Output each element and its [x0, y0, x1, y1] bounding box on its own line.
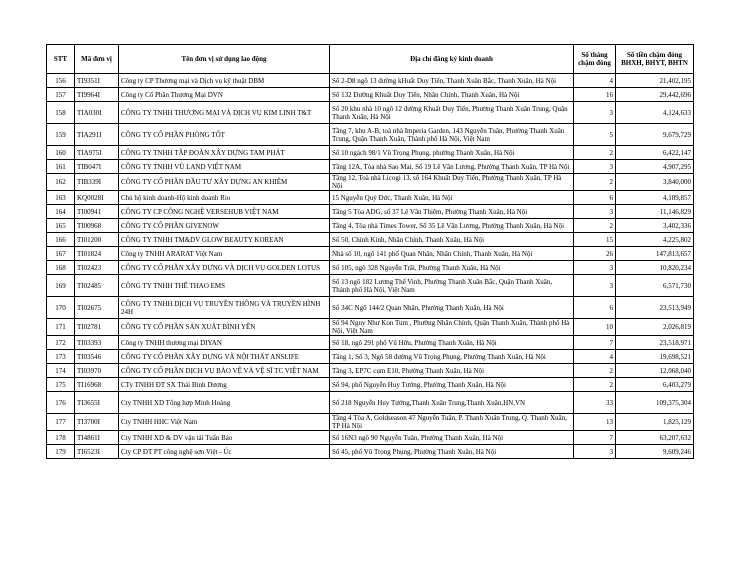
- row-amount-overdue: 6,422,147: [616, 146, 694, 160]
- row-employer-name: CÔNG TY CỔ PHẦN SẢN XUẤT BÌNH YÊN: [119, 319, 330, 336]
- row-unit-code: TI03970: [75, 364, 119, 378]
- table-row: [47, 261, 694, 275]
- table-row: [47, 102, 694, 124]
- row-employer-name: Công ty Cổ Phần Thương Mại DVN: [119, 88, 330, 102]
- row-stt: 166: [47, 233, 75, 247]
- row-employer-name: CÔNG TY TNHH THƯƠNG MẠI VÀ DỊCH VỤ KIM LINH T&T: [119, 102, 330, 124]
- row-months-overdue: 6: [574, 191, 616, 205]
- overdue-contributions-table: [46, 44, 694, 459]
- header-unit-code: Mã đơn vị: [75, 45, 119, 74]
- row-amount-overdue: 147,813,657: [616, 247, 694, 261]
- row-employer-name: CÔNG TY CỔ PHẦN PHÒNG TỐT: [119, 124, 330, 146]
- row-months-overdue: 3: [574, 445, 616, 459]
- row-employer-name: CÔNG TY CỔ PHẦN ĐẦU TƯ XÂY DỰNG AN KHIÊM: [119, 174, 330, 191]
- row-months-overdue: 3: [574, 102, 616, 124]
- row-amount-overdue: 12,068,040: [616, 364, 694, 378]
- row-stt: 162: [47, 174, 75, 191]
- header-employer-name: Tên đơn vị sử dụng lao động: [119, 45, 330, 74]
- table-body: [47, 74, 694, 459]
- header-months-overdue: Số tháng chậm đóng: [574, 45, 616, 74]
- table-row: [47, 445, 694, 459]
- row-unit-code: TI01200: [75, 233, 119, 247]
- row-unit-code: TI16968: [75, 378, 119, 392]
- table-row: [47, 364, 694, 378]
- row-unit-code: TI01824: [75, 247, 119, 261]
- table-row: [47, 160, 694, 174]
- row-employer-name: CÔNG TY CỔ PHẦN GIVENOW: [119, 219, 330, 233]
- row-employer-name: CÔNG TY TNHH DỊCH VỤ TRUYỀN THÔNG VÀ TRUYỀN HÌNH 24H: [119, 297, 330, 319]
- row-amount-overdue: 19,698,521: [616, 350, 694, 364]
- table-row: [47, 336, 694, 350]
- row-business-address: Số 218 Nguyễn Huy Tưởng,Thanh Xuân Trung,Thanh Xuân,HN,VN: [330, 392, 574, 414]
- row-unit-code: TIA030I: [75, 102, 119, 124]
- row-months-overdue: 2: [574, 219, 616, 233]
- row-months-overdue: 13: [574, 414, 616, 431]
- row-business-address: Số 18, ngõ 291 phố Vũ Hữu, Phường Thanh Xuân, Hà Nội: [330, 336, 574, 350]
- row-amount-overdue: 4,124,633: [616, 102, 694, 124]
- row-business-address: Số 13 ngõ 182 Lương Thế Vinh, Phường Thanh Xuân Bắc, Quận Thanh Xuân, Thành phố Hà Nội, Việt Nam: [330, 275, 574, 297]
- table-row: [47, 319, 694, 336]
- row-unit-code: TI03546: [75, 350, 119, 364]
- row-unit-code: TIA975I: [75, 146, 119, 160]
- row-business-address: Số 2-D8 ngõ 13 đường kHuất Duy Tiến, Thanh Xuân Bắc, Thanh Xuân, Hà Nội: [330, 74, 574, 88]
- row-months-overdue: 2: [574, 174, 616, 191]
- row-unit-code: TI02675: [75, 297, 119, 319]
- row-business-address: Số 16N3 ngõ 90 Nguyễn Tuân, Phường Thanh Xuân, Hà Nội: [330, 431, 574, 445]
- row-business-address: Số 132 Đường Khuất Duy Tiến, Nhân Chính, Thanh Xuân, Hà Nội: [330, 88, 574, 102]
- row-months-overdue: 6: [574, 297, 616, 319]
- row-amount-overdue: 10,820,234: [616, 261, 694, 275]
- row-stt: 160: [47, 146, 75, 160]
- row-months-overdue: 2: [574, 146, 616, 160]
- row-stt: 178: [47, 431, 75, 445]
- row-amount-overdue: 6,571,730: [616, 275, 694, 297]
- row-stt: 174: [47, 364, 75, 378]
- table-row: [47, 431, 694, 445]
- row-employer-name: Công ty CP Thương mại và Dịch vụ kỹ thuật DBM: [119, 74, 330, 88]
- row-stt: 158: [47, 102, 75, 124]
- row-months-overdue: 33: [574, 392, 616, 414]
- row-employer-name: CÔNG TY TNHH THỂ THAO EMS: [119, 275, 330, 297]
- row-amount-overdue: 4,189,857: [616, 191, 694, 205]
- row-business-address: Số 45, phố Vũ Trọng Phụng, Phường Thanh Xuân, Hà Nội: [330, 445, 574, 459]
- table-header-row: [47, 45, 694, 74]
- row-amount-overdue: 1,825,129: [616, 414, 694, 431]
- row-months-overdue: 2: [574, 378, 616, 392]
- row-employer-name: CÔNG TY CỔ PHẦN XÂY DỰNG VÀ NỘI THẤT ANSLIFE: [119, 350, 330, 364]
- row-business-address: Số 20 khu nhà 10 ngõ 12 đường Khuất Duy Tiến, Phường Thanh Xuân Trung, Quận Thanh Xuân, Hà Nội: [330, 102, 574, 124]
- row-amount-overdue: 6,403,279: [616, 378, 694, 392]
- row-unit-code: TI02485: [75, 275, 119, 297]
- row-stt: 163: [47, 191, 75, 205]
- row-amount-overdue: 21,402,195: [616, 74, 694, 88]
- row-stt: 157: [47, 88, 75, 102]
- row-amount-overdue: 23,518,971: [616, 336, 694, 350]
- row-employer-name: CÔNG TY CP CÔNG NGHỆ VERSEHUB VIỆT NAM: [119, 205, 330, 219]
- row-stt: 168: [47, 261, 75, 275]
- row-stt: 177: [47, 414, 75, 431]
- row-stt: 156: [47, 74, 75, 88]
- row-months-overdue: 4: [574, 74, 616, 88]
- row-business-address: Nhà số 10, ngõ 141 phố Quan Nhân, Nhân Chính, Thanh Xuân, Hà Nội: [330, 247, 574, 261]
- row-stt: 161: [47, 160, 75, 174]
- row-unit-code: TI02423: [75, 261, 119, 275]
- row-employer-name: CÔNG TY TNHH TẬP ĐOÀN XÂY DỰNG TAM PHÁT: [119, 146, 330, 160]
- row-employer-name: CÔNG TY CỔ PHẦN XÂY DỰNG VÀ DỊCH VỤ GOLDEN LOTUS: [119, 261, 330, 275]
- row-employer-name: Cty TNHH XD & DV vận tải Tuấn Bảo: [119, 431, 330, 445]
- table-row: [47, 378, 694, 392]
- row-unit-code: TI4861I: [75, 431, 119, 445]
- row-amount-overdue: 23,513,949: [616, 297, 694, 319]
- row-unit-code: TIB047I: [75, 160, 119, 174]
- row-unit-code: TI02781: [75, 319, 119, 336]
- table-row: [47, 124, 694, 146]
- header-amount-overdue: Số tiền chậm đóng BHXH, BHYT, BHTN: [616, 45, 694, 74]
- table-row: [47, 191, 694, 205]
- row-business-address: Tầng 5 Tòa ADG, số 37 Lê Văn Thiêm, Phường Thanh Xuân, Hà Nội: [330, 205, 574, 219]
- header-business-address: Địa chỉ đăng ký kinh doanh: [330, 45, 574, 74]
- row-business-address: Tầng 3, EP7C cụm E10, Phường Thanh Xuân, Hà Nội: [330, 364, 574, 378]
- row-amount-overdue: 3,840,000: [616, 174, 694, 191]
- row-amount-overdue: 11,146,829: [616, 205, 694, 219]
- row-unit-code: TI00968: [75, 219, 119, 233]
- row-amount-overdue: 3,402,336: [616, 219, 694, 233]
- table-row: [47, 146, 694, 160]
- row-stt: 173: [47, 350, 75, 364]
- row-stt: 165: [47, 219, 75, 233]
- row-unit-code: TI3700I: [75, 414, 119, 431]
- row-unit-code: TIB339I: [75, 174, 119, 191]
- row-employer-name: Công ty TNHH ARARAT Việt Nam: [119, 247, 330, 261]
- table-row: [47, 174, 694, 191]
- row-business-address: Tầng 4, Tòa nhà Times Tower, Số 35 Lê Văn Lương, Phường Thanh Xuân, Hà Nội: [330, 219, 574, 233]
- row-unit-code: KQ0028I: [75, 191, 119, 205]
- row-stt: 159: [47, 124, 75, 146]
- row-employer-name: CÔNG TY CỔ PHẦN DỊCH VỤ BẢO VỆ VÀ VỆ SĨ TC VIỆT NAM: [119, 364, 330, 378]
- row-months-overdue: 2: [574, 364, 616, 378]
- row-months-overdue: 26: [574, 247, 616, 261]
- row-business-address: Số 94, phố Nguyễn Huy Tưởng, Phường Thanh Xuân, Hà Nội: [330, 378, 574, 392]
- row-business-address: 15 Nguyễn Quý Đức, Thanh Xuân, Hà Nội: [330, 191, 574, 205]
- row-amount-overdue: 4,225,802: [616, 233, 694, 247]
- row-amount-overdue: 4,907,295: [616, 160, 694, 174]
- table-row: [47, 392, 694, 414]
- row-amount-overdue: 2,026,819: [616, 319, 694, 336]
- row-stt: 164: [47, 205, 75, 219]
- row-months-overdue: 4: [574, 350, 616, 364]
- row-business-address: Số 50, Chính Kinh, Nhân Chính, Thanh Xuân, Hà Nội: [330, 233, 574, 247]
- row-stt: 175: [47, 378, 75, 392]
- table-row: [47, 350, 694, 364]
- row-stt: 171: [47, 319, 75, 336]
- row-business-address: Tầng 4 Tòa A, Goldseason 47 Nguyễn Tuân, P. Thanh Xuân Trung, Q. Thanh Xuân, TP Hà Nội: [330, 414, 574, 431]
- row-stt: 172: [47, 336, 75, 350]
- row-business-address: Tầng 1, Số 3, Ngõ 58 đường Vũ Trọng Phụng, Phường Thanh Xuân, Hà Nội: [330, 350, 574, 364]
- table-row: [47, 233, 694, 247]
- table-row: [47, 74, 694, 88]
- row-employer-name: Chủ hộ kinh doanh-Hộ kinh doanh Rio: [119, 191, 330, 205]
- row-employer-name: CTy TNHH ĐT SX Thái Bình Dương: [119, 378, 330, 392]
- row-employer-name: CÔNG TY TNHH TM&DV GLOW BEAUTY KOREAN: [119, 233, 330, 247]
- row-employer-name: CÔNG TY TNHH VŨ LAND VIỆT NAM: [119, 160, 330, 174]
- table-row: [47, 414, 694, 431]
- row-stt: 167: [47, 247, 75, 261]
- table-row: [47, 297, 694, 319]
- row-months-overdue: 10: [574, 319, 616, 336]
- row-unit-code: TI6523I: [75, 445, 119, 459]
- row-business-address: Tầng 7, khu A-B, toà nhà Imperia Garden, 143 Nguyễn Tuân, Phường Thanh Xuân Trung, Quận Thanh Xuân, Thành phố Hà Nội, Việt Nam: [330, 124, 574, 146]
- row-stt: 169: [47, 275, 75, 297]
- row-employer-name: Cty TNHH HHC Việt Nam: [119, 414, 330, 431]
- row-months-overdue: 5: [574, 124, 616, 146]
- row-employer-name: Cty CP ĐT PT công nghệ sơn Việt - Úc: [119, 445, 330, 459]
- row-amount-overdue: 29,442,696: [616, 88, 694, 102]
- row-months-overdue: 3: [574, 261, 616, 275]
- row-employer-name: Công ty TNHH thương mại DIYAN: [119, 336, 330, 350]
- row-amount-overdue: 9,679,729: [616, 124, 694, 146]
- row-business-address: Số 10 ngách 98/1 Vũ Trọng Phụng, phường Thanh Xuân, Hà Nội: [330, 146, 574, 160]
- row-months-overdue: 3: [574, 205, 616, 219]
- row-months-overdue: 3: [574, 275, 616, 297]
- row-business-address: Số 34C Ngõ 144/2 Quan Nhân, Phường Thanh Xuân, Hà Nội: [330, 297, 574, 319]
- row-stt: 170: [47, 297, 75, 319]
- row-months-overdue: 7: [574, 336, 616, 350]
- table-row: [47, 275, 694, 297]
- row-amount-overdue: 9,609,246: [616, 445, 694, 459]
- row-amount-overdue: 109,375,304: [616, 392, 694, 414]
- row-business-address: Số 94 Nguy Như Kon Tum , Phường Nhân Chính, Quận Thanh Xuân, Thành phố Hà Nội, Việt Nam: [330, 319, 574, 336]
- row-stt: 176: [47, 392, 75, 414]
- row-employer-name: Cty TNHH XD Tổng hợp Minh Hoàng: [119, 392, 330, 414]
- table-row: [47, 219, 694, 233]
- row-unit-code: TI00941: [75, 205, 119, 219]
- row-months-overdue: 7: [574, 431, 616, 445]
- row-months-overdue: 3: [574, 160, 616, 174]
- row-unit-code: TI3655I: [75, 392, 119, 414]
- row-unit-code: TI9351I: [75, 74, 119, 88]
- row-amount-overdue: 63,207,632: [616, 431, 694, 445]
- row-unit-code: TI9964I: [75, 88, 119, 102]
- row-stt: 179: [47, 445, 75, 459]
- table-row: [47, 205, 694, 219]
- row-business-address: Số 105, ngõ 328 Nguyễn Trãi, Phường Thanh Xuân, Hà Nội: [330, 261, 574, 275]
- row-business-address: Tầng 12, Toà nhà Licogi 13, số 164 Khuất Duy Tiến, Phường Thanh Xuân, TP Hà Nội: [330, 174, 574, 191]
- row-unit-code: TI03393: [75, 336, 119, 350]
- row-months-overdue: 15: [574, 233, 616, 247]
- table-row: [47, 247, 694, 261]
- row-business-address: Tầng 12A, Tòa nhà Sao Mai, Số 19 Lê Văn Lương, Phường Thanh Xuân, TP Hà Nội: [330, 160, 574, 174]
- table-row: [47, 88, 694, 102]
- header-stt: STT: [47, 45, 75, 74]
- row-months-overdue: 16: [574, 88, 616, 102]
- row-unit-code: TIA291I: [75, 124, 119, 146]
